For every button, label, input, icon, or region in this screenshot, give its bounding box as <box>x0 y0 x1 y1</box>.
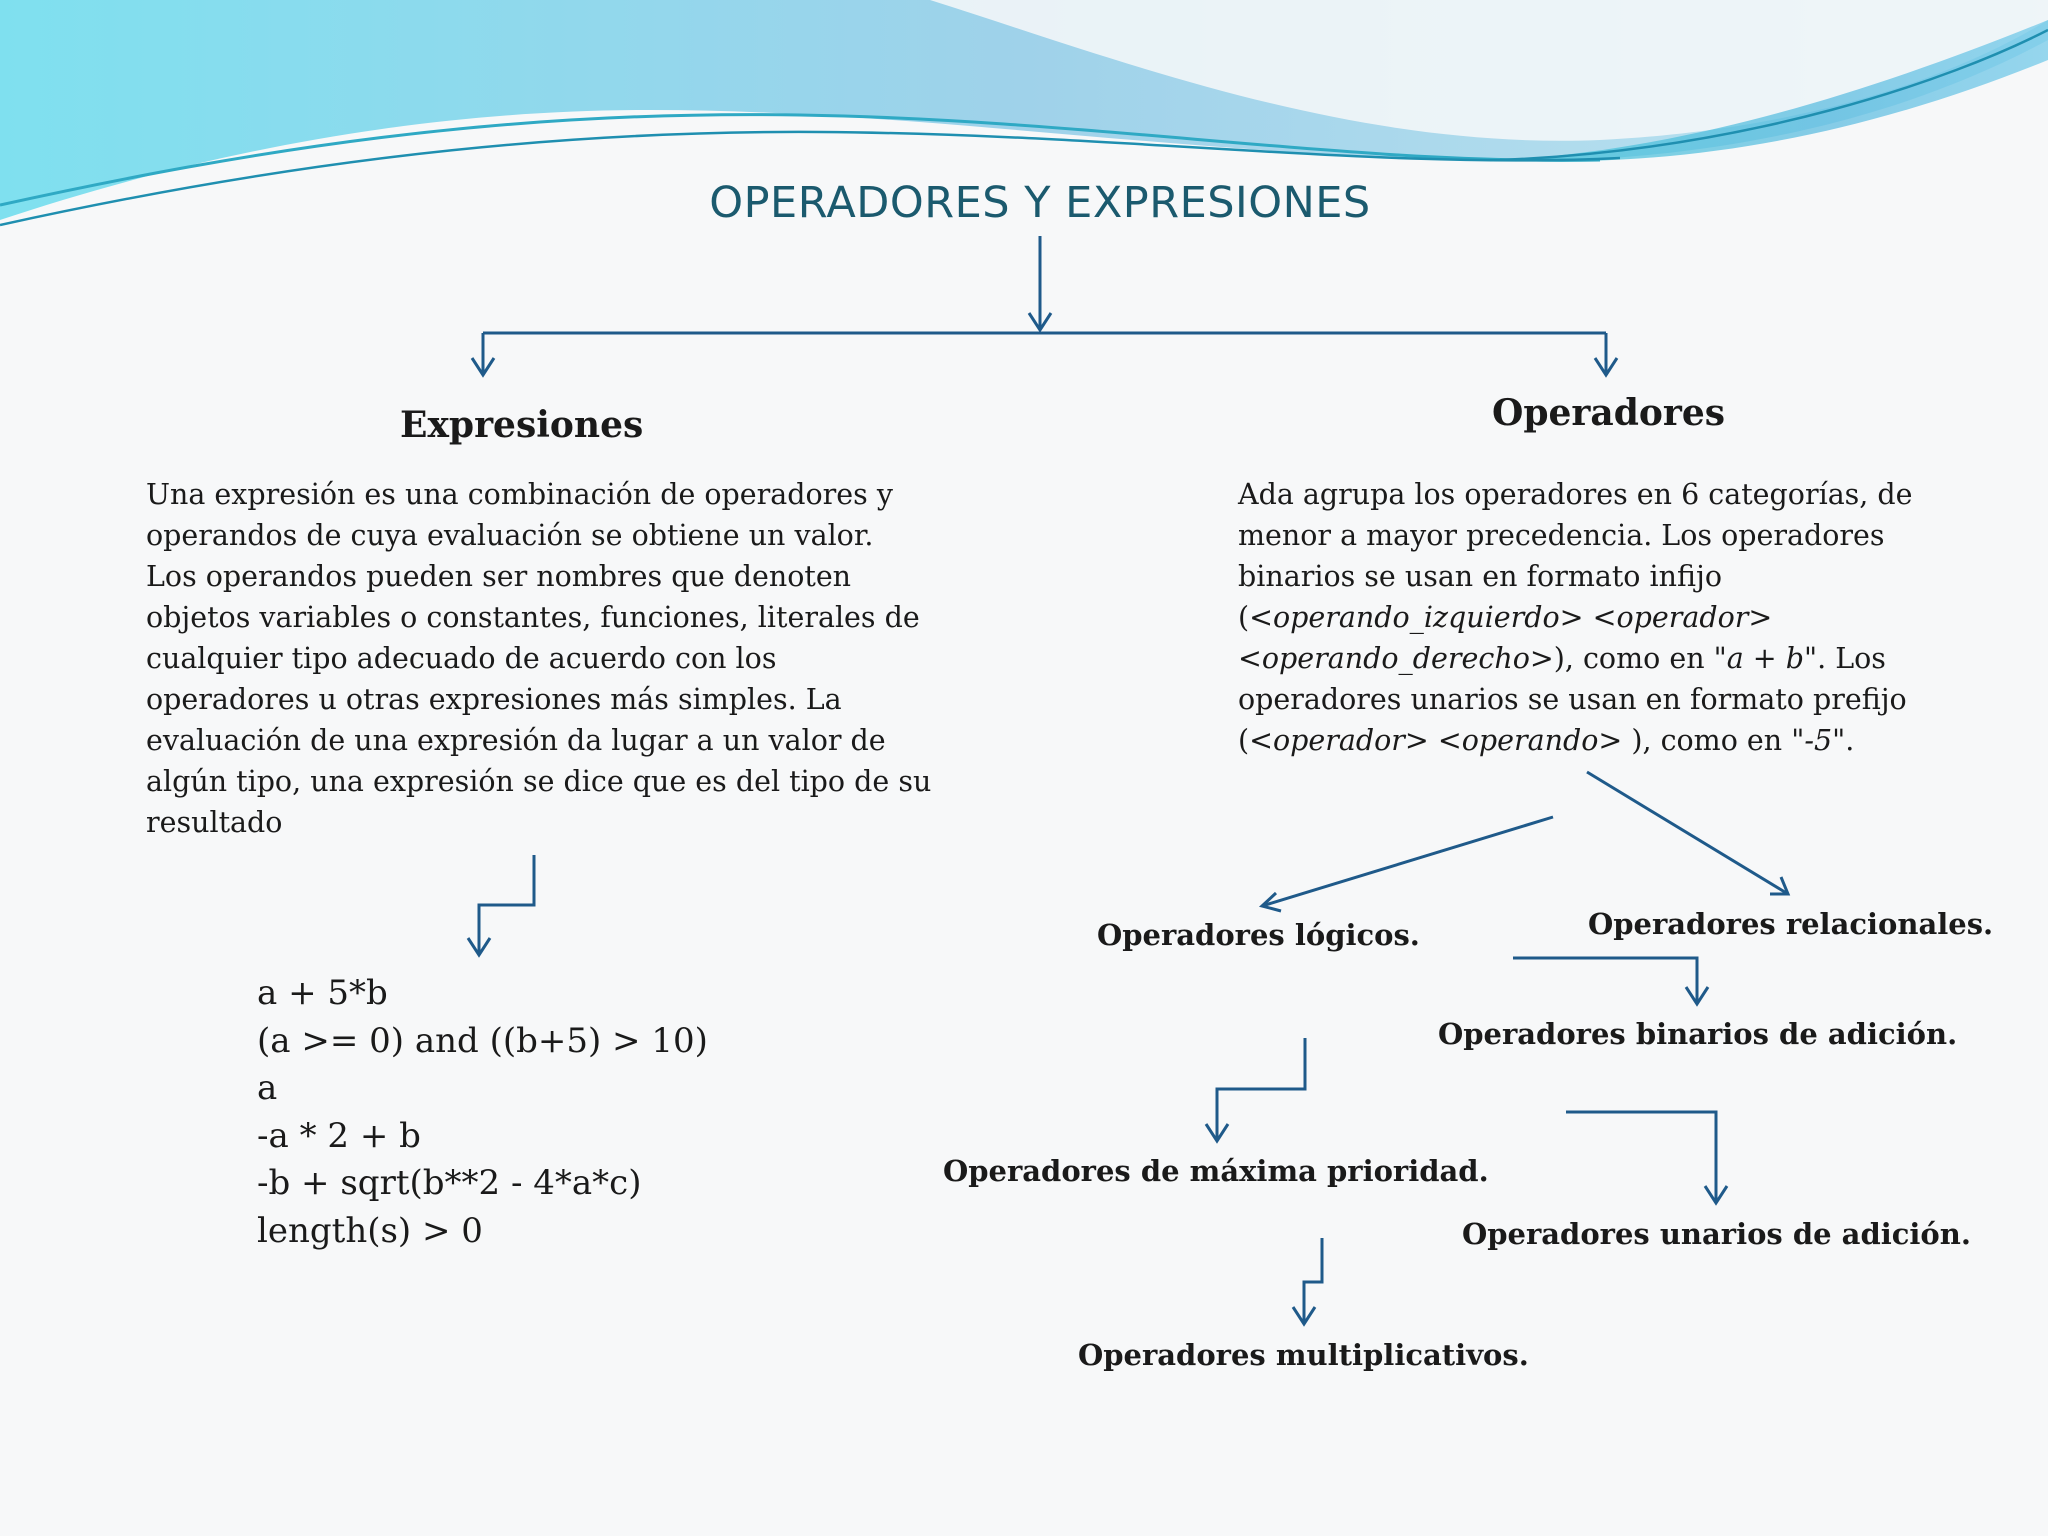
expresiones-line: evaluación de una expresión da lugar a un valor de <box>146 724 886 757</box>
operadores-line: Ada agrupa los operadores en 6 categorías, de <box>1238 478 1913 511</box>
example-expression: (a >= 0) and ((b+5) > 10) <box>257 1020 708 1061</box>
arrow-to-maxima <box>1217 1038 1305 1141</box>
expresiones-line: operadores u otras expresiones más simples. La <box>146 683 842 716</box>
arrow-to-unarios <box>1566 1112 1716 1203</box>
text-segment: ), como en <box>1553 642 1714 675</box>
expresiones-line: algún tipo, una expresión se dice que es del tipo de su <box>146 765 932 798</box>
category-maxima-prioridad: Operadores de máxima prioridad. <box>943 1154 1489 1188</box>
expression-examples <box>257 970 708 1255</box>
expresiones-line: resultado <box>146 806 283 839</box>
example-expression: -a * 2 + b <box>257 1115 421 1156</box>
text-segment: . <box>1845 724 1855 757</box>
category-unarios-adicion: Operadores unarios de adición. <box>1462 1217 1971 1251</box>
operadores-line <box>1238 720 1913 761</box>
operadores-line: binarios se usan en formato infijo <box>1238 560 1722 593</box>
operadores-paragraph <box>1238 474 1913 761</box>
syntax-italic: <operando_derecho> <box>1238 642 1554 675</box>
syntax-italic: <operando_izquierdo> <operador> <box>1249 601 1773 634</box>
expresiones-line: objetos variables o constantes, funciones, literales de <box>146 601 920 634</box>
operadores-heading: Operadores <box>1492 392 1726 434</box>
expresiones-line: cualquier tipo adecuado de acuerdo con los <box>146 642 777 675</box>
example-expression: length(s) > 0 <box>257 1210 483 1251</box>
example-italic: "-5" <box>1791 724 1846 757</box>
arrow-to-binarios <box>1513 958 1697 1004</box>
category-binarios-adicion: Operadores binarios de adición. <box>1438 1017 1958 1051</box>
operadores-line <box>1238 597 1913 638</box>
category-logicos: Operadores lógicos. <box>1097 918 1420 952</box>
syntax-italic: <operador> <operando> <box>1249 724 1623 757</box>
arrow-to-relacionales <box>1587 772 1788 894</box>
operadores-line <box>1238 638 1913 679</box>
expresiones-line: Los operandos pueden ser nombres que denoten <box>146 560 852 593</box>
category-multiplicativos: Operadores multiplicativos. <box>1078 1338 1529 1372</box>
text-segment: ), como en <box>1622 724 1792 757</box>
expresiones-heading: Expresiones <box>400 404 644 446</box>
paren: ( <box>1238 724 1250 757</box>
example-italic: "a + b" <box>1713 642 1818 675</box>
arrow-to-logicos <box>1262 817 1553 906</box>
paren: ( <box>1238 601 1250 634</box>
category-relacionales: Operadores relacionales. <box>1588 907 1994 941</box>
page-title: OPERADORES Y EXPRESIONES <box>709 178 1371 228</box>
example-expression: a + 5*b <box>257 973 388 1013</box>
example-expression: a <box>257 1068 278 1108</box>
expresiones-paragraph <box>146 474 931 843</box>
expresiones-line: Una expresión es una combinación de operadores y <box>146 478 893 511</box>
example-expression: -b + sqrt(b**2 - 4*a*c) <box>257 1163 642 1203</box>
operadores-line: operadores unarios se usan en formato prefijo <box>1238 683 1907 716</box>
text-segment: . Los <box>1817 642 1886 675</box>
expresiones-line: operandos de cuya evaluación se obtiene un valor. <box>146 519 874 552</box>
operadores-line: menor a mayor precedencia. Los operadores <box>1238 519 1885 552</box>
